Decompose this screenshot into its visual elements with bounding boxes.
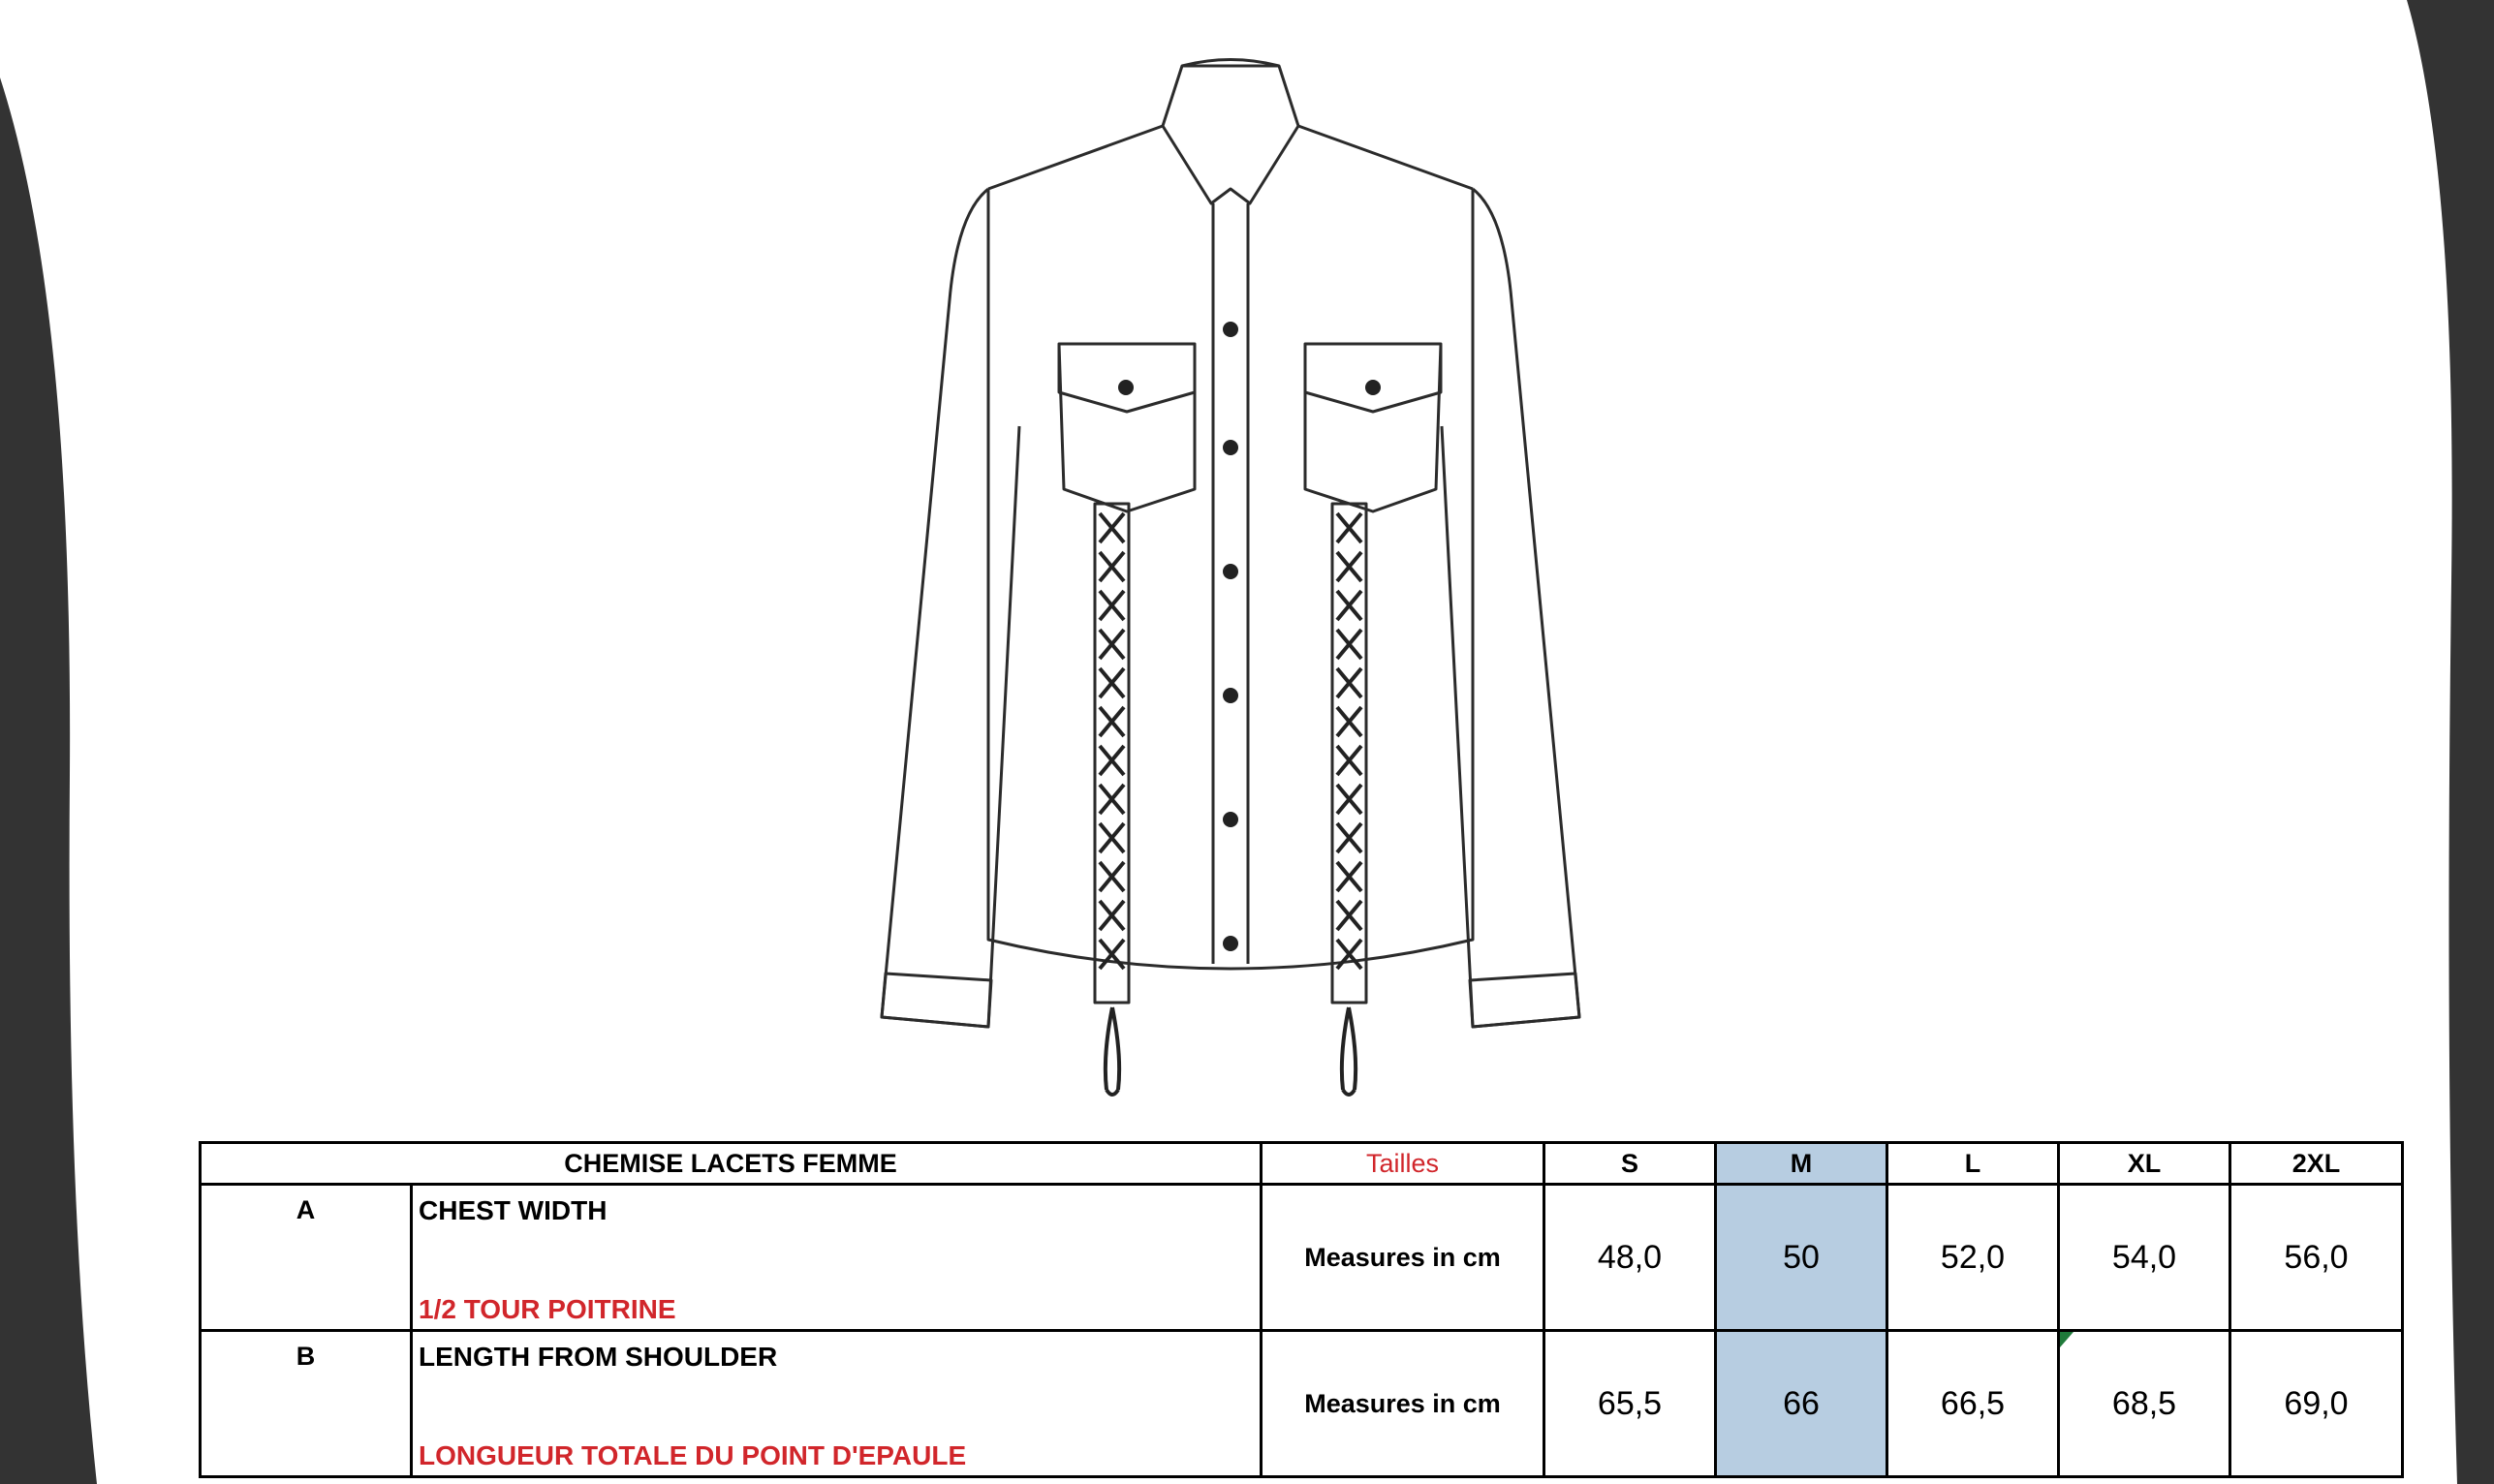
value-cell-s: 65,5 bbox=[1544, 1331, 1716, 1477]
value-cell-l: 52,0 bbox=[1887, 1185, 2059, 1331]
measure-unit: Measures in cm bbox=[1262, 1185, 1544, 1331]
table-row bbox=[201, 1331, 2403, 1477]
value-cell-2xl: 56,0 bbox=[2230, 1185, 2403, 1331]
frame-edge-left bbox=[0, 0, 97, 1484]
cell-comment-marker bbox=[2060, 1332, 2073, 1347]
size-chart-table bbox=[199, 1141, 2404, 1478]
right-sleeve-outline bbox=[1442, 189, 1579, 1027]
left-pocket bbox=[1059, 344, 1195, 511]
measure-label-en: CHEST WIDTH bbox=[419, 1195, 608, 1225]
measure-unit: Measures in cm bbox=[1262, 1331, 1544, 1477]
value-cell-xl bbox=[2059, 1331, 2230, 1477]
measure-label-fr: LONGUEUR TOTALE DU POINT D'EPAULE bbox=[419, 1440, 967, 1470]
value-cell-m: 50 bbox=[1716, 1185, 1887, 1331]
size-header-xl: XL bbox=[2059, 1143, 2230, 1185]
button-placket bbox=[1213, 203, 1248, 964]
value-cell-xl: 54,0 bbox=[2059, 1185, 2230, 1331]
product-title: CHEMISE LACETS FEMME bbox=[201, 1143, 1262, 1185]
value-cell-2xl: 69,0 bbox=[2230, 1331, 2403, 1477]
measure-code: B bbox=[201, 1331, 412, 1477]
shirt-technical-drawing bbox=[795, 48, 1696, 1114]
measure-label-en: LENGTH FROM SHOULDER bbox=[419, 1342, 778, 1372]
value-cell-m: 66 bbox=[1716, 1331, 1887, 1477]
value-cell-xl-text: 68,5 bbox=[2111, 1384, 2177, 1422]
right-pocket bbox=[1305, 344, 1441, 511]
size-header-2xl: 2XL bbox=[2230, 1143, 2403, 1185]
measure-code: A bbox=[201, 1185, 412, 1331]
sizes-label: Tailles bbox=[1262, 1143, 1544, 1185]
measure-description bbox=[412, 1331, 1262, 1477]
left-sleeve-outline bbox=[882, 189, 1019, 1027]
collar-outline bbox=[1163, 66, 1298, 203]
value-cell-s: 48,0 bbox=[1544, 1185, 1716, 1331]
measure-description bbox=[412, 1185, 1262, 1331]
size-header-s: S bbox=[1544, 1143, 1716, 1185]
size-header-l: L bbox=[1887, 1143, 2059, 1185]
measure-label-fr: 1/2 TOUR POITRINE bbox=[419, 1294, 676, 1324]
size-header-m: M bbox=[1716, 1143, 1887, 1185]
table-row bbox=[201, 1185, 2403, 1331]
table-header-row bbox=[201, 1143, 2403, 1185]
value-cell-l: 66,5 bbox=[1887, 1331, 2059, 1477]
